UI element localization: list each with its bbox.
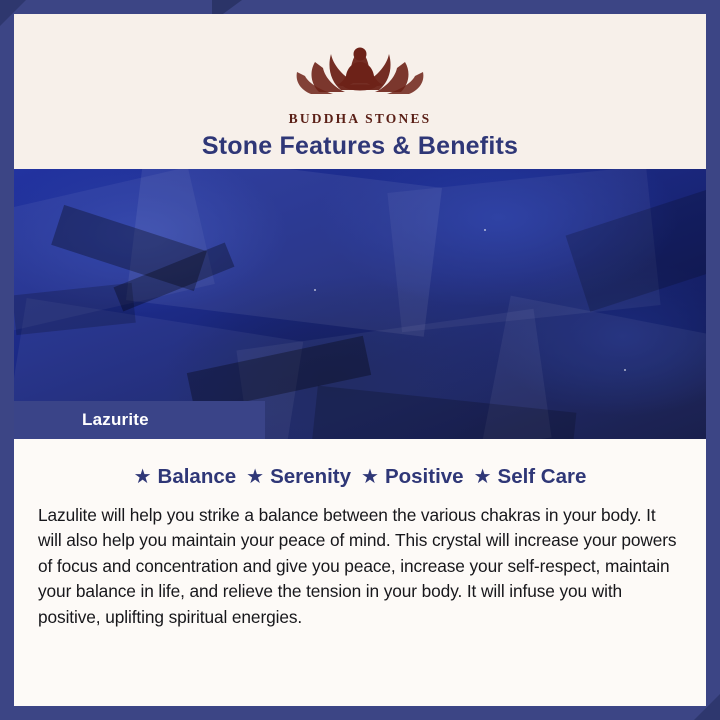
benefit-item-positive: [361, 465, 464, 489]
benefits-list: [36, 439, 684, 499]
benefit-label: Serenity: [270, 465, 352, 488]
title-bar: [150, 126, 570, 169]
benefit-label: Self Care: [497, 465, 587, 488]
photo-sparkle: [314, 289, 316, 291]
benefit-item-self-care: [474, 465, 587, 489]
lotus-meditation-icon: [14, 28, 706, 109]
poster-card: [14, 14, 706, 706]
photo-sparkle: [484, 229, 486, 231]
brand-header: [14, 14, 706, 126]
page-title: Stone Features & Benefits: [201, 132, 519, 160]
description-text: Lazulite will help you strike a balance between the various chakras in your body. It will also help you maintain your peace of mind. This crystal will increase your powers of focus and concentration and give you peace, increase your self-respect, maintain your balance in life, and relieve the tension in your body. It will infuse you with positive, uplifting spiritual energies.: [38, 505, 677, 627]
benefit-item-serenity: [246, 465, 351, 489]
star-icon: ★: [246, 466, 265, 488]
photo-sparkle: [624, 369, 626, 371]
content-area: [14, 439, 706, 706]
star-icon: ★: [133, 466, 152, 488]
benefit-label: Positive: [384, 465, 464, 488]
benefit-item-balance: [134, 465, 237, 489]
stone-name-badge: [14, 401, 265, 439]
brand-name: BUDDHA STONES: [288, 111, 432, 126]
star-icon: ★: [473, 466, 492, 488]
stone-photo: [14, 169, 706, 439]
star-icon: ★: [361, 466, 379, 488]
benefit-label: Balance: [157, 465, 237, 488]
stone-name-label: Lazurite: [82, 410, 149, 429]
